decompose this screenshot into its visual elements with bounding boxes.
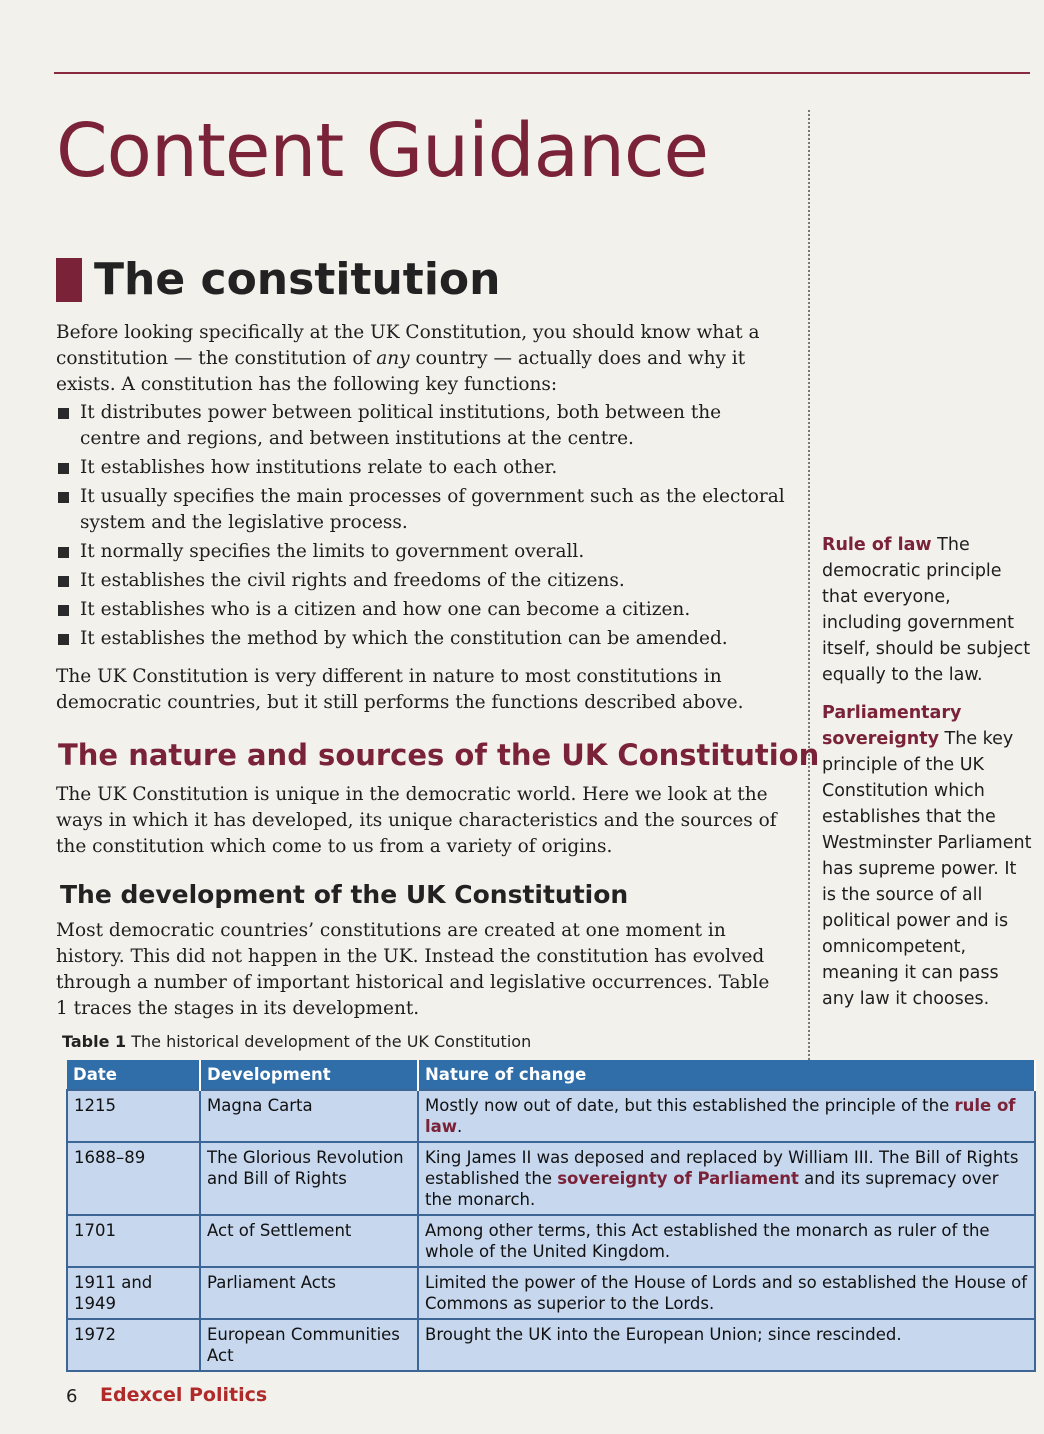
- table-header-row: [67, 1060, 1035, 1090]
- heading-square-icon: [56, 258, 82, 302]
- table-row: 1911 and 1949 Parliament Acts Limited the power of the House of Lords and so established the House of Commons as superior to the Lords.: [67, 1267, 1035, 1319]
- section-heading-constitution: [56, 254, 500, 305]
- table-row: 1215 Magna Carta Mostly now out of date, but this established the principle of the rule of law.: [67, 1090, 1035, 1142]
- header-date: Date: [67, 1060, 200, 1090]
- glossary-rule-of-law: Rule of law The democratic principle that everyone, including government itself, should be subject equally to the law.: [822, 535, 1031, 685]
- glossary-parliamentary-sovereignty: Parliamentary sovereignty The key principle of the UK Constitution which establishes that the Westminster Parliament has supreme power. It is the source of all political power and is omnicompetent, meaning it can pass any law it chooses.: [822, 703, 1032, 1009]
- list-item: It establishes the method by which the constitution can be amended.: [56, 626, 786, 652]
- closing-paragraph: The UK Constitution is very different in nature to most constitutions in democratic countries, but it still performs the functions described above.: [56, 666, 744, 713]
- top-rule: [54, 72, 1030, 74]
- list-item: It distributes power between political institutions, both between the centre and regions, and between institutions at the centre.: [56, 400, 786, 452]
- development-paragraph: Most democratic countries’ constitutions are created at one moment in history. This did not happen in the UK. Instead the constitution has evolved through a number of important historical and legislative occurrences. Table 1 traces the stages in its development.: [56, 920, 770, 1019]
- list-item: It establishes the civil rights and freedoms of the citizens.: [56, 568, 786, 594]
- table-row: 1972 European Communities Act Brought the UK into the European Union; since rescinded.: [67, 1319, 1035, 1371]
- list-item: It establishes how institutions relate to each other.: [56, 455, 786, 481]
- table-row: 1688–89 The Glorious Revolution and Bill of Rights King James II was deposed and replaced by William III. The Bill of Rights established the sovereignty of Parliament and its supremacy over the monarch.: [67, 1142, 1035, 1215]
- intro-paragraph: Before looking specifically at the UK Constitution, you should know what a constitution — the constitution of any country — actually does and why it exists. A constitution has the following key functions:: [56, 322, 760, 395]
- page-title: Content Guidance: [56, 108, 709, 194]
- history-table: [66, 1060, 1036, 1372]
- nature-heading: The nature and sources of the UK Constitution: [58, 738, 820, 772]
- constitution-body: [56, 320, 786, 655]
- list-item: It usually specifies the main processes of government such as the electoral system and the legislative process.: [56, 484, 786, 536]
- functions-list: [56, 400, 786, 652]
- header-nature-of-change: Nature of change: [418, 1060, 1035, 1090]
- book-title: Edexcel Politics: [100, 1384, 268, 1406]
- list-item: It normally specifies the limits to government overall.: [56, 539, 786, 565]
- page-number: 6: [66, 1386, 78, 1407]
- section-heading-text: The constitution: [94, 254, 501, 305]
- development-heading: The development of the UK Constitution: [60, 880, 629, 909]
- header-development: Development: [200, 1060, 418, 1090]
- table-caption: Table 1 The historical development of the UK Constitution: [62, 1032, 532, 1051]
- table-row: 1701 Act of Settlement Among other terms, this Act established the monarch as ruler of the whole of the United Kingdom.: [67, 1215, 1035, 1267]
- list-item: It establishes who is a citizen and how one can become a citizen.: [56, 597, 786, 623]
- nature-paragraph: The UK Constitution is unique in the democratic world. Here we look at the ways in which it has developed, its unique characteristics and the sources of the constitution which come to us from a variety of origins.: [56, 784, 777, 857]
